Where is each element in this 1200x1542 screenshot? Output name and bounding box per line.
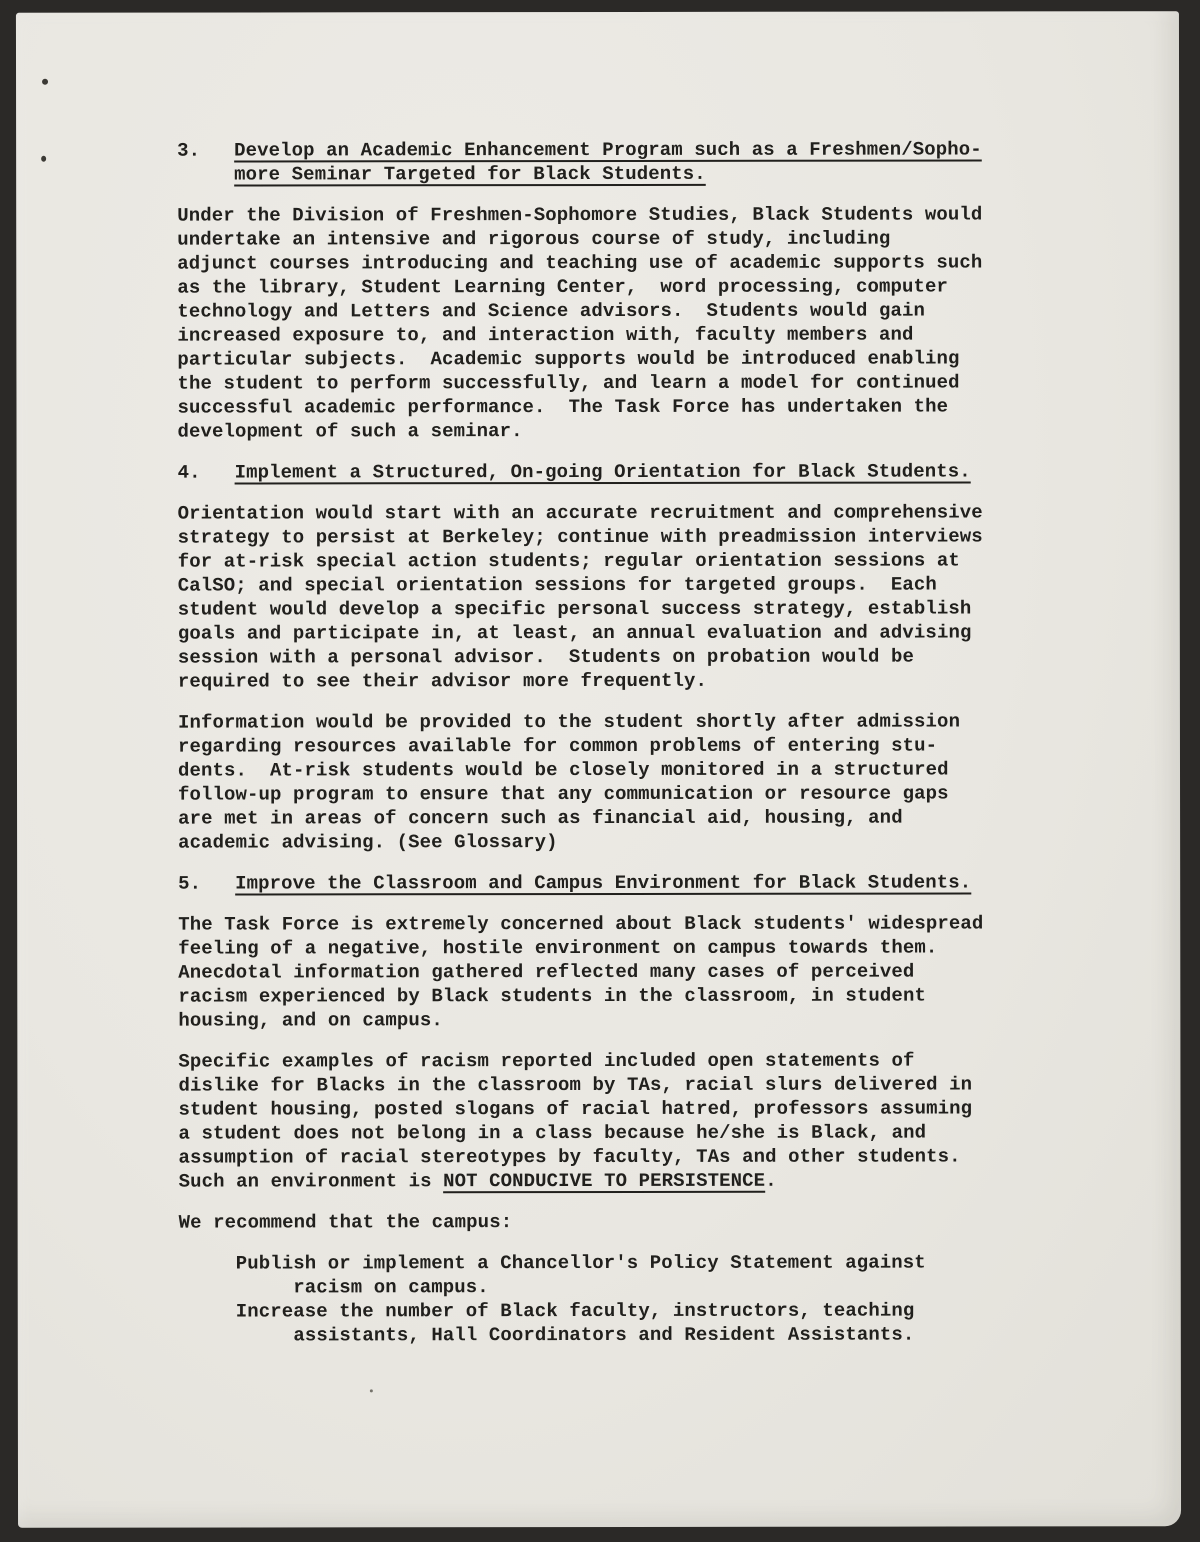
section-heading: Improve the Classroom and Campus Environment for Black Students. xyxy=(235,871,972,895)
scan-speck xyxy=(41,156,46,162)
body-paragraph xyxy=(178,1048,990,1193)
scan-speck xyxy=(370,1389,373,1392)
section-5-heading-row xyxy=(178,870,990,895)
section-5 xyxy=(178,870,991,1347)
body-paragraph: The Task Force is extremely concerned about Black students' widespread feeling of a negative, hostile environment on campus towards them. Anecdotal information gathered reflected many cases of perceived racism experienced by Black students in the classroom, in student housing, and on campus. xyxy=(178,912,984,1032)
paragraph-text: Specific examples of racism reported included open statements of dislike for Blacks in the classroom by TAs, racial slurs delivered in student housing, posted slogans of racial hatred, professors assuming a student does not belong in a class because he/she is Black, and assumption of racial stereotypes by faculty, TAs and other students. Such an environment is xyxy=(178,1049,973,1193)
section-3-heading-row xyxy=(177,137,989,186)
paragraph-text: . xyxy=(765,1169,777,1192)
recommendation-item: Increase the number of Black faculty, instructors, teaching assistants, Hall Coordinators and Resident Assistants. xyxy=(235,1299,915,1347)
section-4-heading-row xyxy=(178,459,990,484)
body-paragraph: Orientation would start with an accurate recruitment and comprehensive strategy to persist at Berkeley; continue with preadmission interviews for at-risk special action students; regular orientation sessions at CalSO; and special orientation sessions for targeted groups. Each student would develop a specific personal success strategy, establish goals and participate in, at least, an annual evaluation and advising session with a personal advisor. Students on probation would be required to see their advisor more frequently. xyxy=(177,501,983,693)
recommendation-list xyxy=(236,1250,991,1347)
emphasized-underlined-text: NOT CONDUCIVE TO PERSISTENCE xyxy=(443,1169,766,1193)
section-number: 3. xyxy=(177,139,201,162)
section-4 xyxy=(178,459,991,854)
recommendation-item: Publish or implement a Chancellor's Policy Statement against racism on campus. xyxy=(235,1251,926,1299)
body-paragraph: Information would be provided to the student shortly after admission regarding resources available for common problems of entering stu- dents. At-risk students would be closely monitored in a structured follow-up program to ensure that any communication or resource gaps are met in areas of concern such as financial aid, housing, and academic advising. (See Glossary) xyxy=(177,710,961,854)
section-3 xyxy=(177,137,989,443)
section-heading: Implement a Structured, On-going Orientation for Black Students. xyxy=(234,460,971,484)
section-number: 4. xyxy=(177,461,201,484)
recommendation-intro: We recommend that the campus: xyxy=(178,1211,513,1234)
page-content xyxy=(177,137,991,1353)
section-number: 5. xyxy=(178,872,202,895)
document-page xyxy=(16,11,1181,1528)
body-paragraph: Under the Division of Freshmen-Sophomore Studies, Black Students would undertake an intensive and rigorous course of study, including adjunct courses introducing and teaching use of academic supports such as the library, Student Learning Center, word processing, computer technology and Letters and Science advisors. Students would gain increased exposure to, and interaction with, faculty members and particular subjects. Academic supports would be introduced enabling the student to perform successfully, and learn a model for continued successful academic performance. The Task Force has undertaken the development of such a seminar. xyxy=(177,203,983,443)
scan-speck xyxy=(42,79,48,85)
section-heading: Develop an Academic Enhancement Program such as a Freshmen/Sopho- more Seminar Targeted for Black Students. xyxy=(234,138,982,186)
